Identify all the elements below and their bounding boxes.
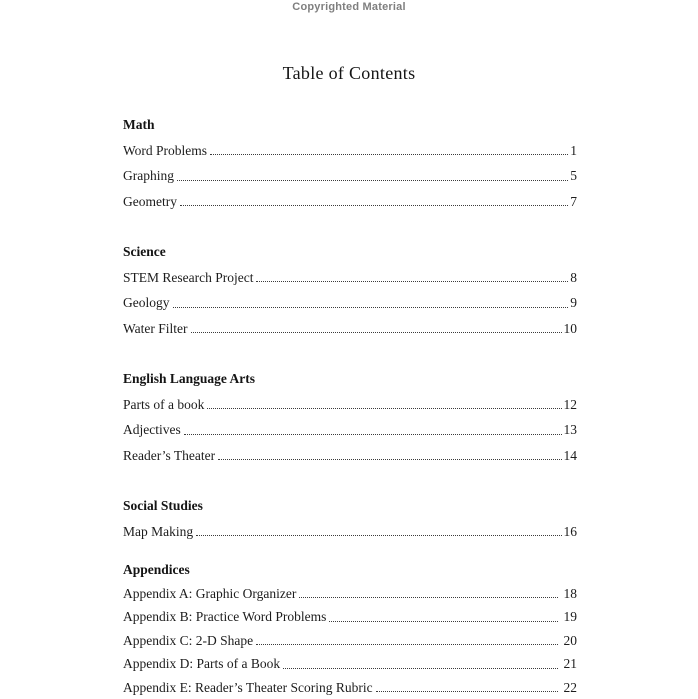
toc-entry-page-number: 18	[564, 582, 578, 606]
dot-leader	[256, 644, 557, 645]
dot-leader	[329, 621, 557, 622]
toc-entry-label: Appendix D: Parts of a Book	[123, 652, 280, 676]
toc-entry	[123, 163, 577, 189]
toc-entry	[123, 316, 577, 342]
toc-entry-label: Geology	[123, 290, 170, 316]
dot-leader	[184, 434, 562, 435]
toc-entry	[123, 605, 577, 629]
toc-entry-page-number: 20	[564, 629, 578, 653]
toc-entry	[123, 652, 577, 676]
toc-entry-label: Map Making	[123, 519, 193, 545]
toc-entry-label: Appendix C: 2-D Shape	[123, 629, 253, 653]
toc-entry	[123, 519, 577, 545]
toc-section	[123, 239, 577, 341]
dot-leader	[299, 597, 557, 598]
dot-leader	[173, 307, 569, 308]
toc-entry-label: Reader’s Theater	[123, 443, 215, 469]
section-heading: English Language Arts	[123, 366, 577, 392]
dot-leader	[207, 408, 561, 409]
toc-list	[123, 112, 577, 699]
toc-entry-label: Parts of a book	[123, 392, 204, 418]
page-title: Table of Contents	[0, 63, 698, 84]
toc-entry-page-number: 19	[564, 605, 578, 629]
toc-entry-label: Geometry	[123, 189, 177, 215]
toc-entry-page-number: 10	[564, 316, 578, 342]
dot-leader	[180, 205, 568, 206]
toc-entry	[123, 290, 577, 316]
dot-leader	[196, 535, 561, 536]
toc-entry-label: Water Filter	[123, 316, 188, 342]
toc-entry-page-number: 8	[570, 265, 577, 291]
toc-entry-label: Graphing	[123, 163, 174, 189]
toc-entry	[123, 189, 577, 215]
toc-section	[123, 366, 577, 468]
toc-entry	[123, 629, 577, 653]
toc-section	[123, 558, 577, 699]
toc-entry-page-number: 21	[564, 652, 578, 676]
toc-entry-label: STEM Research Project	[123, 265, 253, 291]
toc-entry-page-number: 13	[564, 417, 578, 443]
toc-entry-page-number: 16	[564, 519, 578, 545]
toc-entry-page-number: 22	[564, 676, 578, 699]
toc-entry-page-number: 1	[570, 138, 577, 164]
dot-leader	[283, 668, 557, 669]
dot-leader	[210, 154, 568, 155]
toc-section	[123, 493, 577, 544]
toc-entry-label: Word Problems	[123, 138, 207, 164]
book-page	[0, 0, 698, 84]
toc-entry-label: Appendix B: Practice Word Problems	[123, 605, 326, 629]
toc-entry	[123, 443, 577, 469]
toc-entry-page-number: 14	[564, 443, 578, 469]
dot-leader	[218, 459, 561, 460]
toc-entry	[123, 582, 577, 606]
toc-entry	[123, 392, 577, 418]
toc-entry-label: Appendix A: Graphic Organizer	[123, 582, 296, 606]
toc-entry	[123, 265, 577, 291]
toc-entry	[123, 417, 577, 443]
dot-leader	[376, 691, 558, 692]
section-heading: Social Studies	[123, 493, 577, 519]
toc-entry-page-number: 7	[570, 189, 577, 215]
section-heading: Appendices	[123, 558, 577, 582]
toc-entry-label: Adjectives	[123, 417, 181, 443]
toc-entry-label: Appendix E: Reader’s Theater Scoring Rubric	[123, 676, 373, 699]
toc-entry-page-number: 5	[570, 163, 577, 189]
toc-entry	[123, 138, 577, 164]
dot-leader	[177, 180, 568, 181]
section-heading: Math	[123, 112, 577, 138]
dot-leader	[256, 281, 568, 282]
toc-entry	[123, 676, 577, 699]
toc-entry-page-number: 9	[570, 290, 577, 316]
section-heading: Science	[123, 239, 577, 265]
toc-entry-page-number: 12	[564, 392, 578, 418]
dot-leader	[191, 332, 562, 333]
toc-section	[123, 112, 577, 214]
copyright-notice: Copyrighted Material	[0, 0, 698, 13]
